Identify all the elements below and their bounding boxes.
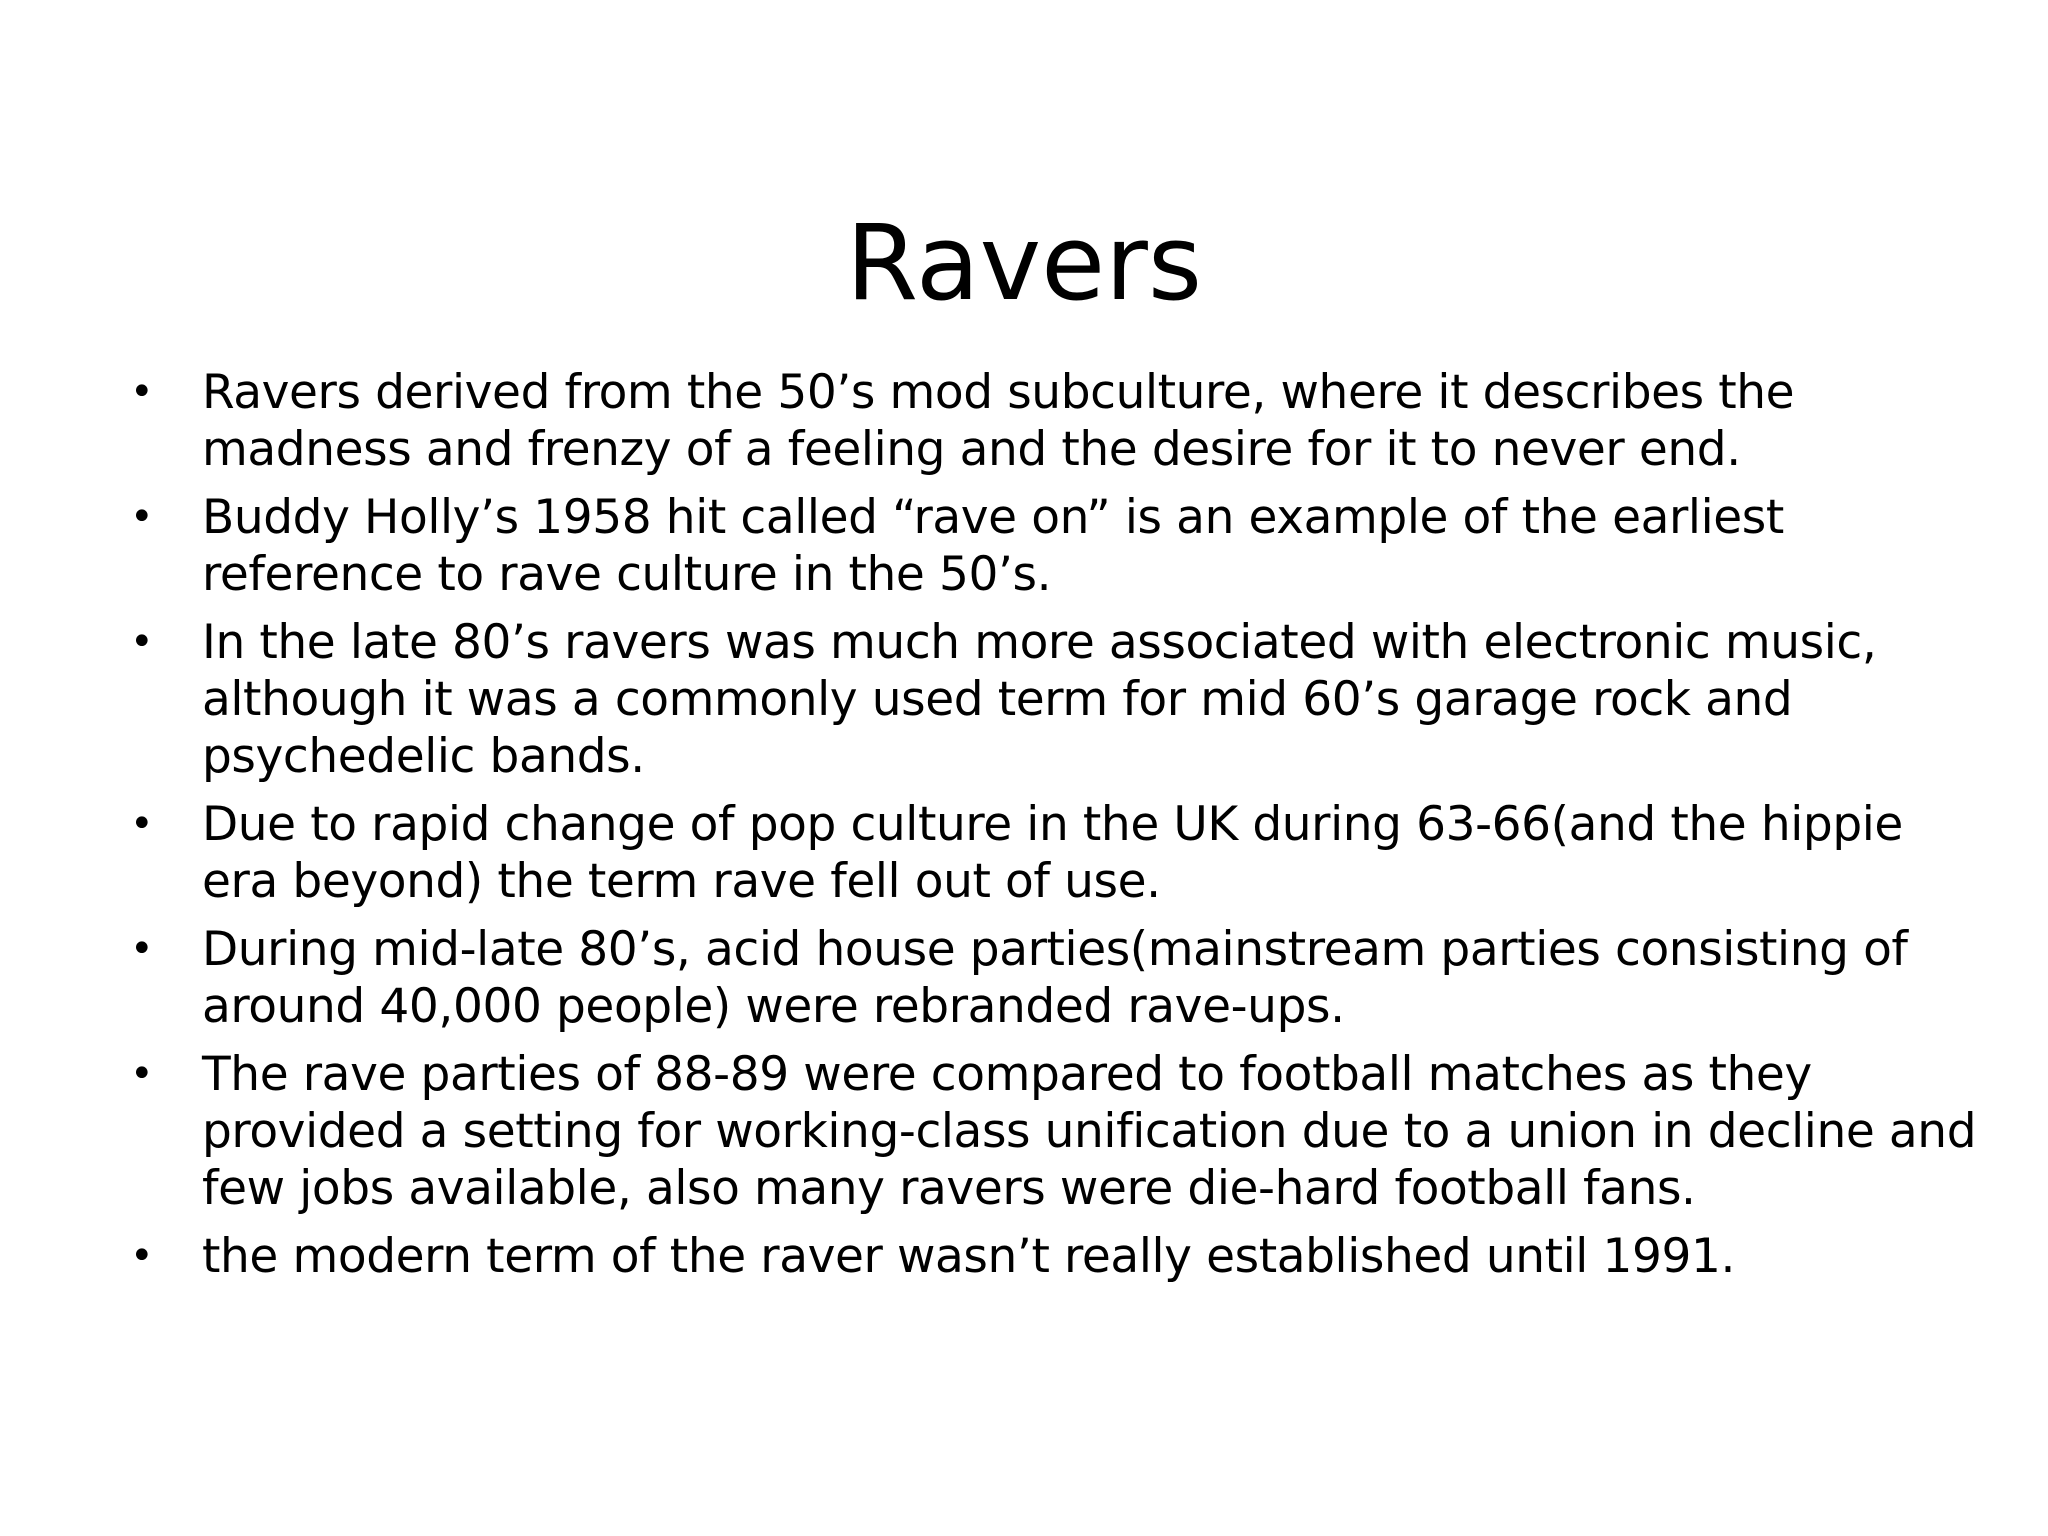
bullet-dot-icon: • (130, 619, 154, 665)
bullet-text: the modern term of the raver wasn’t really established until 1991. (202, 1229, 1736, 1284)
bullet-item (130, 489, 1980, 603)
bullet-dot-icon: • (130, 494, 154, 540)
bullet-item (130, 1046, 1980, 1217)
bullet-list (130, 364, 1980, 1296)
bullet-text: In the late 80’s ravers was much more associated with electronic music, although it was a commonly used term for mid 60’s garage rock and psychedelic bands. (202, 615, 1877, 784)
bullet-dot-icon: • (130, 1233, 154, 1279)
bullet-item (130, 364, 1980, 478)
bullet-text: Buddy Holly’s 1958 hit called “rave on” is an example of the earliest reference to rave culture in the 50’s. (202, 490, 1784, 602)
bullet-dot-icon: • (130, 926, 154, 972)
bullet-item (130, 614, 1980, 785)
bullet-item (130, 921, 1980, 1035)
bullet-dot-icon: • (130, 801, 154, 847)
bullet-dot-icon: • (130, 369, 154, 415)
bullet-text: Ravers derived from the 50’s mod subculture, where it describes the madness and frenzy of a feeling and the desire for it to never end. (202, 365, 1795, 477)
bullet-text: Due to rapid change of pop culture in the UK during 63-66(and the hippie era beyond) the term rave fell out of use. (202, 797, 1903, 909)
bullet-text: During mid-late 80’s, acid house parties(mainstream parties consisting of around 40,000 people) were rebranded rave-ups. (202, 922, 1908, 1034)
slide-title: Ravers (845, 201, 1203, 324)
bullet-item (130, 796, 1980, 910)
bullet-item (130, 1228, 1980, 1285)
bullet-dot-icon: • (130, 1051, 154, 1097)
bullet-text: The rave parties of 88-89 were compared to football matches as they provided a setting for working-class unification due to a union in decline and few jobs available, also many ravers were die-hard football fans. (202, 1047, 1977, 1216)
